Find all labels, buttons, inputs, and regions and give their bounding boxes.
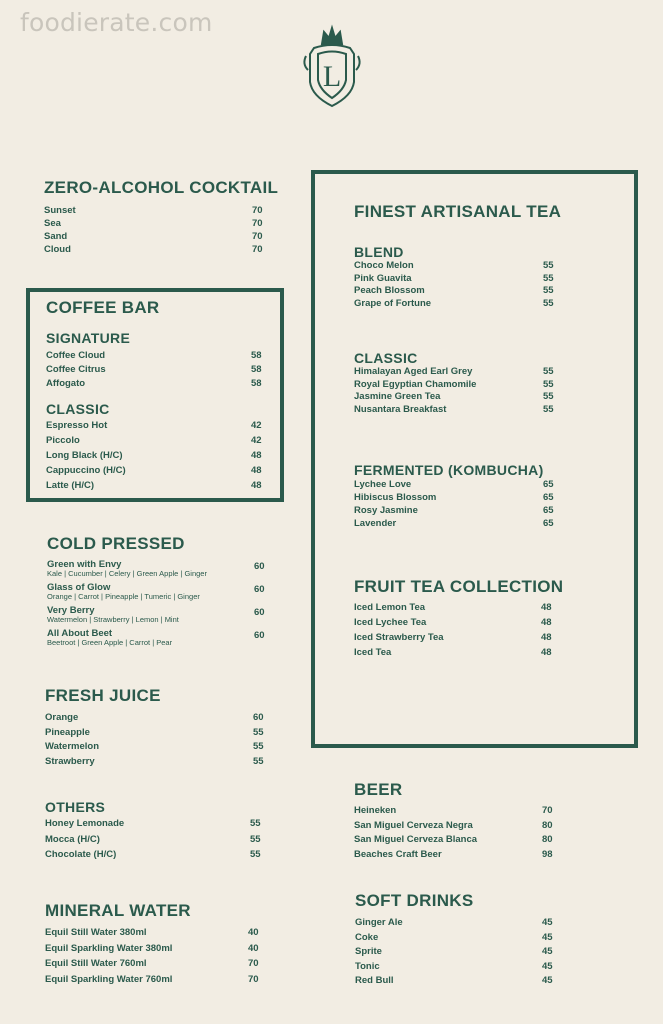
item-name: Sand <box>44 231 68 242</box>
item-name: Red Bull <box>355 975 394 986</box>
item-price: 55 <box>543 272 554 284</box>
item-price: 55 <box>543 391 554 402</box>
item-name: Espresso Hot <box>46 420 108 431</box>
item-description: Beetroot | Green Apple | Carrot | Pear <box>47 638 173 647</box>
item-price: 55 <box>253 726 264 738</box>
item-name: Very Berry <box>47 605 95 616</box>
item-price: 70 <box>252 244 263 255</box>
menu-item <box>354 645 624 660</box>
item-price: 55 <box>253 741 264 752</box>
item-price: 55 <box>250 833 261 845</box>
item-price: 55 <box>253 755 264 767</box>
item-name: Mocca (H/C) <box>45 833 100 845</box>
item-price: 65 <box>543 505 554 516</box>
item-name: Iced Strawberry Tea <box>354 632 444 643</box>
menu-item <box>47 559 277 582</box>
menu-item <box>45 740 275 755</box>
item-name: Equil Sparkling Water 760ml <box>45 973 173 985</box>
item-name: Coke <box>355 931 379 943</box>
menu-item <box>354 379 624 392</box>
subsection-title: FRUIT TEA COLLECTION <box>354 577 564 596</box>
item-name: Coffee Cloud <box>46 350 106 361</box>
item-name: Green with Envy <box>47 559 122 570</box>
section-title: COFFEE BAR <box>46 298 160 317</box>
item-description: Watermelon | Strawberry | Lemon | Mint <box>47 615 179 624</box>
menu-item <box>354 517 624 530</box>
menu-item <box>354 630 624 645</box>
menu-item <box>354 819 604 834</box>
menu-item <box>45 726 275 741</box>
menu-item <box>45 925 275 941</box>
item-name: Cloud <box>44 244 71 255</box>
item-price: 55 <box>543 285 554 296</box>
coffee-bar-section <box>46 298 266 493</box>
menu-item <box>354 833 604 848</box>
menu-item <box>46 448 266 463</box>
section-title: OTHERS <box>45 799 106 815</box>
item-price: 60 <box>254 607 265 618</box>
menu-item <box>46 478 266 493</box>
section-title: BEER <box>354 780 403 799</box>
item-name: Iced Tea <box>354 647 392 658</box>
item-name: Beaches Craft Beer <box>354 848 442 860</box>
menu-item <box>44 217 284 230</box>
subsection-title: BLEND <box>354 244 404 260</box>
item-name: Honey Lemonade <box>45 818 125 829</box>
item-price: 60 <box>253 712 264 723</box>
cold-pressed-section <box>47 534 277 651</box>
menu-item <box>354 478 624 491</box>
item-price: 98 <box>542 848 553 860</box>
menu-item <box>354 366 624 379</box>
item-price: 48 <box>251 450 262 461</box>
item-price: 55 <box>543 260 554 271</box>
zero-alcohol-section <box>44 178 284 256</box>
item-name: Iced Lemon Tea <box>354 602 426 613</box>
item-name: Hibiscus Blossom <box>354 492 437 503</box>
subsection-title: FERMENTED (KOMBUCHA) <box>354 462 544 478</box>
item-name: Sprite <box>355 946 382 957</box>
item-name: San Miguel Cerveza Blanca <box>354 834 478 845</box>
menu-item <box>45 941 275 957</box>
subsection-title: SIGNATURE <box>46 330 131 346</box>
tea-section <box>354 202 624 660</box>
item-price: 70 <box>248 958 259 969</box>
subsection-title: CLASSIC <box>46 401 110 417</box>
item-price: 65 <box>543 518 554 529</box>
item-price: 80 <box>542 834 553 845</box>
menu-item <box>47 582 277 605</box>
soft-drinks-section <box>355 891 605 989</box>
item-price: 55 <box>543 403 554 415</box>
item-name: All About Beet <box>47 628 113 639</box>
menu-item <box>355 931 605 946</box>
item-price: 60 <box>254 561 265 572</box>
section-title: FINEST ARTISANAL TEA <box>354 202 562 221</box>
item-name: San Miguel Cerveza Negra <box>354 819 473 831</box>
menu-item <box>45 956 275 972</box>
item-price: 55 <box>543 378 554 390</box>
item-name: Pineapple <box>45 726 90 738</box>
item-price: 48 <box>541 602 552 613</box>
item-price: 55 <box>250 849 261 860</box>
item-name: Strawberry <box>45 755 95 767</box>
item-name: Choco Melon <box>354 260 414 271</box>
menu-item <box>354 615 624 630</box>
menu-item <box>44 243 284 256</box>
menu-item <box>354 804 604 819</box>
item-price: 48 <box>251 480 262 491</box>
section-title: SOFT DRINKS <box>355 891 474 910</box>
menu-item <box>354 273 624 286</box>
item-name: Coffee Citrus <box>46 364 106 375</box>
item-name: Equil Sparkling Water 380ml <box>45 942 173 954</box>
item-name: Latte (H/C) <box>46 480 95 491</box>
item-name: Long Black (H/C) <box>46 450 123 461</box>
item-name: Equil Still Water 760ml <box>45 958 147 969</box>
menu-item <box>354 404 624 417</box>
item-name: Heineken <box>354 805 397 816</box>
item-price: 45 <box>542 975 553 986</box>
menu-item <box>47 628 277 651</box>
item-price: 58 <box>251 364 262 375</box>
item-price: 70 <box>252 218 263 229</box>
item-name: Iced Lychee Tea <box>354 617 427 628</box>
menu-item <box>45 972 275 988</box>
menu-item <box>45 755 275 770</box>
menu-item <box>355 960 605 975</box>
item-price: 80 <box>542 819 553 831</box>
beer-section <box>354 780 604 862</box>
menu-item <box>354 260 624 273</box>
item-price: 70 <box>248 973 259 985</box>
item-price: 40 <box>248 927 259 938</box>
mineral-water-section <box>45 901 275 987</box>
item-name: Lychee Love <box>354 479 412 490</box>
item-price: 60 <box>254 584 265 595</box>
section-title: ZERO-ALCOHOL COCKTAIL <box>44 178 279 197</box>
item-price: 48 <box>251 465 262 476</box>
menu-item <box>45 816 275 832</box>
item-name: Rosy Jasmine <box>354 505 418 516</box>
item-description: Orange | Carrot | Pineapple | Tumeric | Ginger <box>47 592 200 601</box>
item-price: 48 <box>541 647 552 658</box>
subsection-title: CLASSIC <box>354 350 418 366</box>
menu-item <box>354 848 604 863</box>
item-price: 48 <box>541 632 552 643</box>
menu-item <box>354 600 624 615</box>
menu-item <box>46 363 266 377</box>
item-description: Kale | Cucumber | Celery | Green Apple | Ginger <box>47 569 207 578</box>
item-name: Chocolate (H/C) <box>45 849 117 860</box>
item-name: Cappuccino (H/C) <box>46 465 126 476</box>
section-title: FRESH JUICE <box>45 686 161 705</box>
item-price: 70 <box>252 205 263 216</box>
item-price: 58 <box>251 378 262 389</box>
item-price: 48 <box>541 617 552 628</box>
menu-item <box>354 491 624 504</box>
item-price: 45 <box>542 946 553 957</box>
item-name: Himalayan Aged Earl Grey <box>354 366 473 377</box>
menu-item <box>46 377 266 391</box>
item-price: 45 <box>542 960 553 972</box>
menu-item <box>47 605 277 628</box>
item-name: Royal Egyptian Chamomile <box>354 378 477 390</box>
menu-item <box>46 349 266 363</box>
section-title: COLD PRESSED <box>47 534 185 553</box>
item-price: 55 <box>543 297 554 309</box>
item-price: 55 <box>543 366 554 377</box>
item-name: Glass of Glow <box>47 582 111 593</box>
menu-item <box>354 285 624 298</box>
menu-item <box>46 418 266 433</box>
item-name: Sunset <box>44 205 76 216</box>
item-name: Pink Guavita <box>354 272 412 284</box>
item-price: 58 <box>251 350 262 361</box>
item-price: 45 <box>542 917 553 928</box>
menu-item <box>355 974 605 989</box>
menu-item <box>45 832 275 848</box>
item-name: Tonic <box>355 960 380 972</box>
menu-item <box>44 204 284 217</box>
item-name: Grape of Fortune <box>354 297 432 309</box>
menu-item <box>45 711 275 726</box>
menu-item <box>46 463 266 478</box>
menu-item <box>354 298 624 311</box>
item-name: Nusantara Breakfast <box>354 403 447 415</box>
item-name: Orange <box>45 712 79 723</box>
menu-item <box>44 230 284 243</box>
watermark: foodierate.com <box>20 8 213 37</box>
others-section <box>45 799 275 863</box>
item-name: Piccolo <box>46 435 80 446</box>
item-price: 42 <box>251 420 262 431</box>
section-title: MINERAL WATER <box>45 901 191 920</box>
item-name: Lavender <box>354 518 397 529</box>
item-name: Ginger Ale <box>355 917 403 928</box>
item-price: 55 <box>250 818 261 829</box>
item-price: 65 <box>543 492 554 503</box>
item-name: Equil Still Water 380ml <box>45 927 147 938</box>
item-name: Jasmine Green Tea <box>354 391 441 402</box>
item-price: 45 <box>542 931 553 943</box>
menu-item <box>355 916 605 931</box>
item-price: 70 <box>542 805 553 816</box>
svg-text:L: L <box>322 60 342 93</box>
menu-item <box>354 504 624 517</box>
menu-item <box>354 391 624 404</box>
menu-item <box>46 433 266 448</box>
item-price: 65 <box>543 479 554 490</box>
item-name: Affogato <box>46 378 86 389</box>
fresh-juice-section <box>45 686 275 769</box>
menu-item <box>45 847 275 863</box>
item-price: 70 <box>252 231 263 242</box>
item-name: Sea <box>44 218 61 229</box>
item-name: Peach Blossom <box>354 285 425 296</box>
crest-logo-icon <box>300 24 364 112</box>
item-name: Watermelon <box>45 741 100 752</box>
menu-item <box>355 945 605 960</box>
item-price: 42 <box>251 435 262 446</box>
item-price: 60 <box>254 630 265 641</box>
item-price: 40 <box>248 942 259 954</box>
